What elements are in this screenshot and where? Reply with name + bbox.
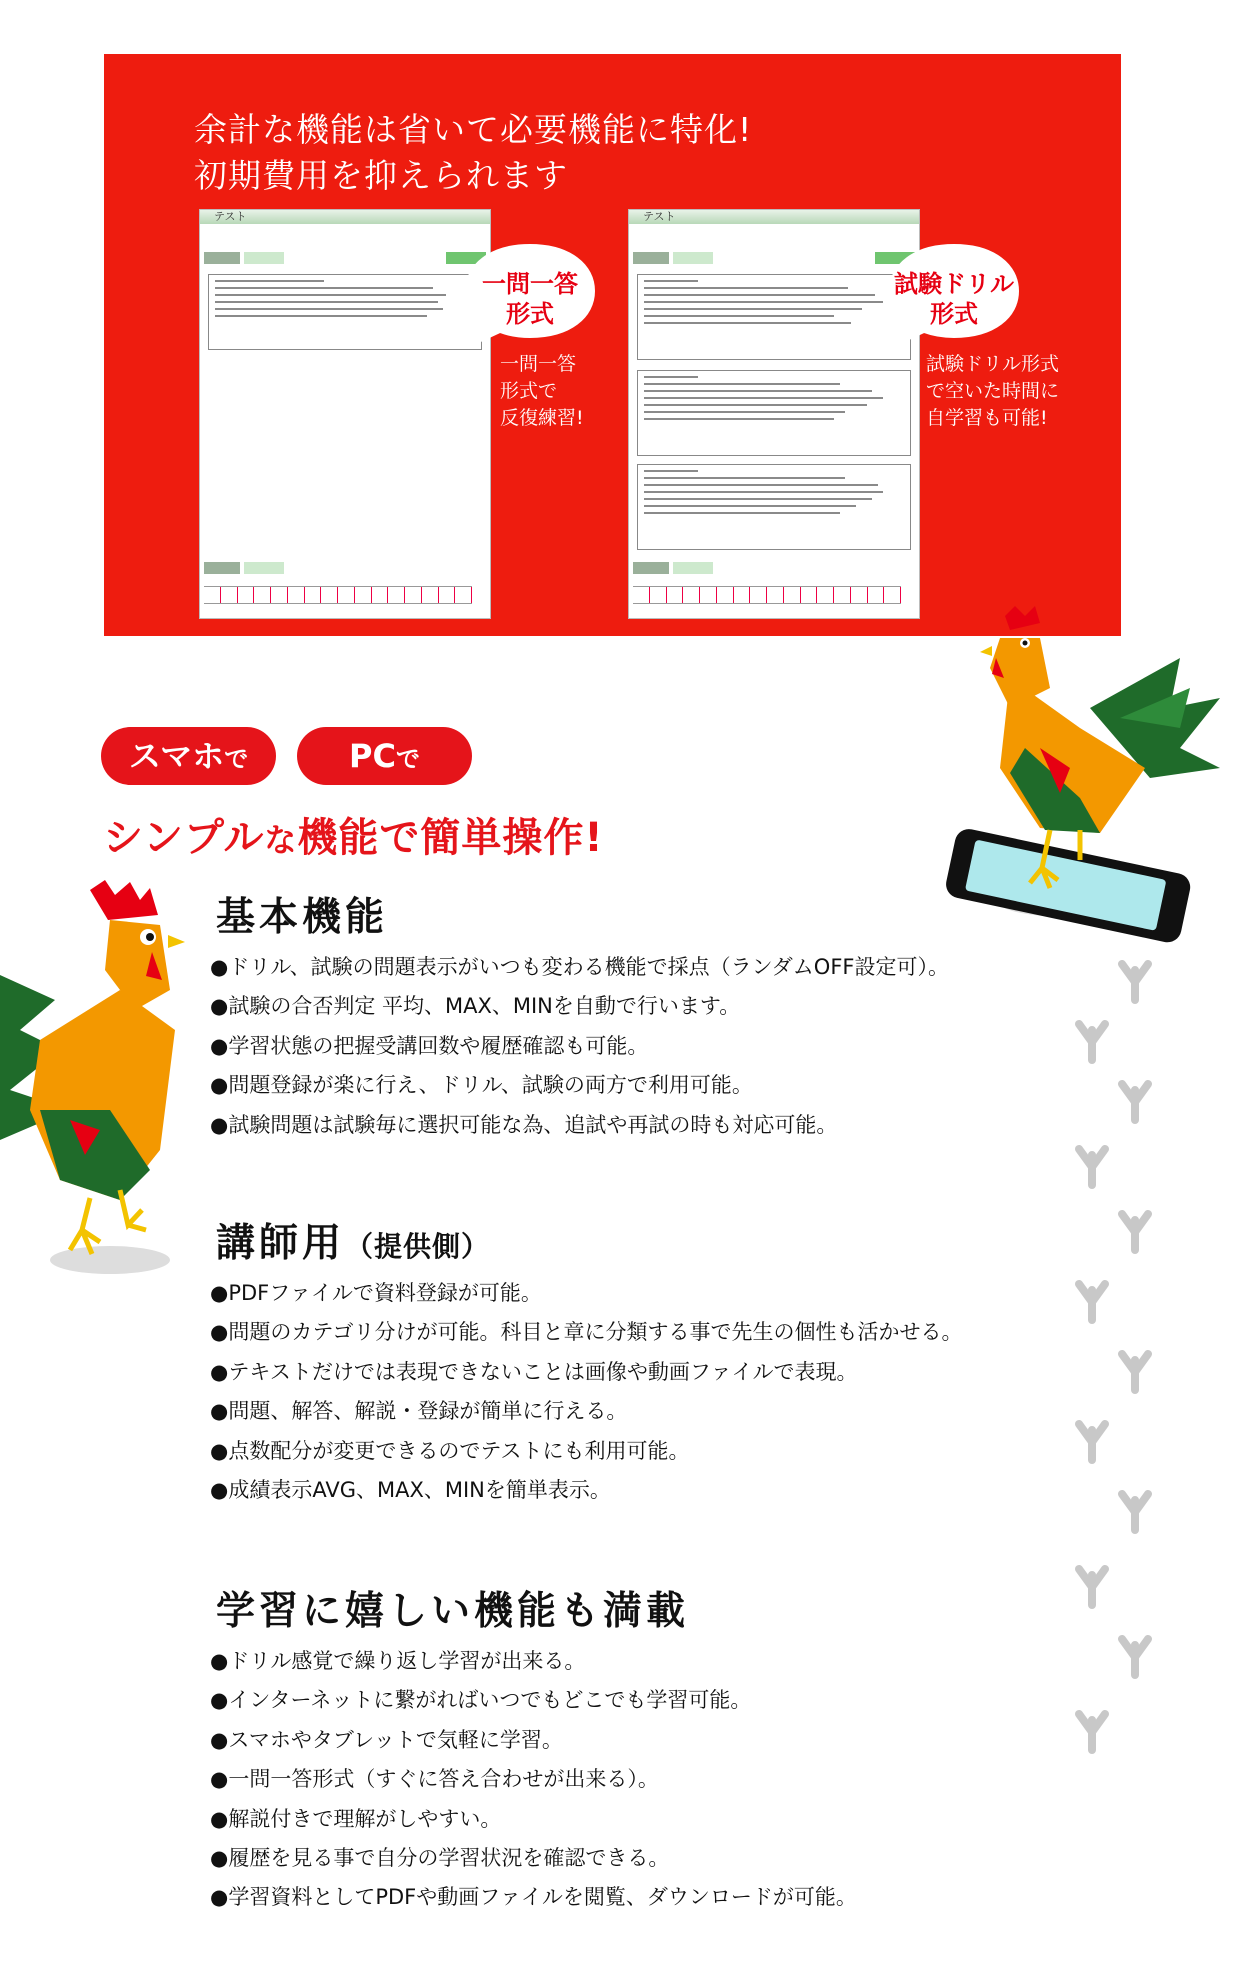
list-item: ●学習状態の把握受講回数や履歴確認も可能。 [210,1033,649,1058]
question-box-3 [637,464,911,550]
list-item: ●履歴を見る事で自分の学習状況を確認できる。 [210,1845,670,1870]
question-box-1 [637,274,911,360]
note-one-question: 一問一答 形式で 反復練習! [500,353,584,429]
note-exam-drill: 試験ドリル形式 で空いた時間に 自学習も可能! [926,353,1060,429]
section-title-basic: 基本機能 [216,895,389,940]
learning-feature-list [210,1642,857,1918]
question-box [208,274,482,350]
hero-headline-2: 初期費用を抑えられます [194,156,568,195]
speech-bubble-exam-drill [884,241,1024,351]
bubble2-line2: 形式 [930,300,978,328]
section-title-learning: 学習に嬉しい機能も満載 [216,1589,690,1634]
list-item: ●試験問題は試験毎に選択可能な為、追試や再試の時も対応可能。 [210,1112,838,1137]
bubble1-line1: 一問一答 [482,270,578,298]
list-item: ●インターネットに繋がればいつでもどこでも学習可能。 [210,1688,752,1713]
basic-feature-list [210,948,949,1145]
rooster-left-illustration [0,880,200,1280]
question-pager [204,586,472,604]
list-item: ●問題、解答、解説・登録が簡単に行える。 [210,1399,628,1424]
screenshot-button-row-bottom [204,562,486,574]
bubble2-line1: 試験ドリル [894,270,1014,298]
list-item: ●点数配分が変更できるのでテストにも利用可能。 [210,1438,690,1463]
list-item: ●PDFファイルで資料登録が可能。 [210,1281,542,1305]
instructor-feature-list [210,1274,962,1510]
list-item: ●一問一答形式（すぐに答え合わせが出来る）。 [210,1767,659,1792]
footprints-trail [1060,960,1170,1810]
smartphone-pill: スマホで [101,727,276,785]
hero-banner [104,54,1121,636]
list-item: ●成績表示AVG、MAX、MINを簡単表示。 [210,1477,611,1502]
list-item: ●解説付きで理解がしやすい。 [210,1806,502,1831]
question-box-2 [637,370,911,456]
rooster-on-phone-illustration [930,598,1230,958]
bubble1-line2: 形式 [506,300,554,328]
list-item: ●スマホやタブレットで気軽に学習。 [210,1727,563,1752]
list-item: ●ドリル、試験の問題表示がいつも変わる機能で採点（ランダムOFF設定可）。 [210,955,949,979]
screenshot-title: テスト [629,210,919,224]
list-item: ●学習資料としてPDFや動画ファイルを閲覧、ダウンロードが可能。 [210,1885,857,1910]
screenshot-button-row [204,252,486,264]
list-item: ●問題のカテゴリ分けが可能。科目と章に分類する事で先生の個性も活かせる。 [210,1320,963,1345]
screenshot-subheader [200,224,490,242]
screenshot-title: テスト [200,210,490,224]
list-item: ●試験の合否判定 平均、MAX、MINを自動で行います。 [210,994,741,1019]
screenshot-exam-drill [628,209,920,619]
speech-bubble-one-question [460,241,600,351]
list-item: ●ドリル感覚で繰り返し学習が出来る。 [210,1649,586,1673]
section-title-instructor: 講師用（提供側） [216,1221,491,1266]
screenshot-button-row [633,252,915,264]
screenshot-subheader [629,224,919,242]
tagline: シンプルな機能で簡単操作! [103,815,604,861]
screenshot-button-row-bottom [633,562,915,574]
list-item: ●問題登録が楽に行え、ドリル、試験の両方で利用可能。 [210,1073,753,1098]
hero-headline-1: 余計な機能は省いて必要機能に特化! [194,110,753,149]
screenshot-one-question [199,209,491,619]
pc-pill: PCで [297,727,472,785]
question-pager [633,586,901,604]
list-item: ●テキストだけでは表現できないことは画像や動画ファイルで表現。 [210,1359,858,1384]
